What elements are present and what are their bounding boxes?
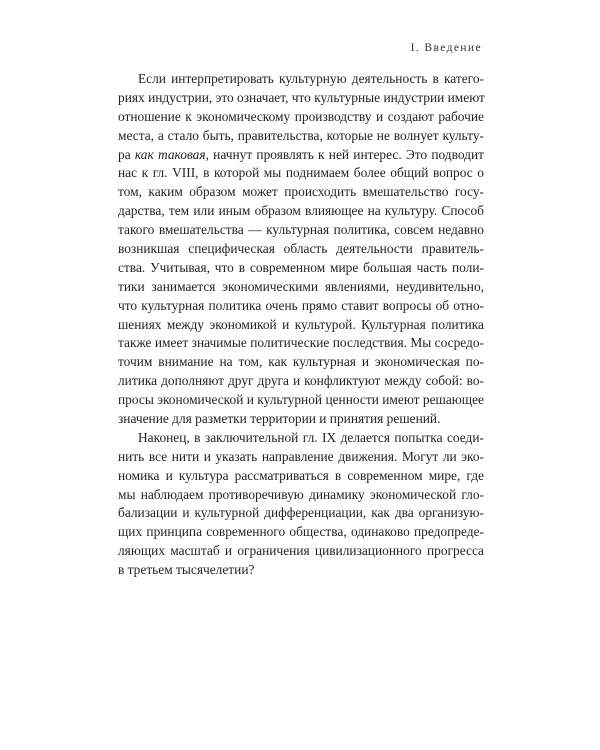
text-line: ства. Учитывая, что в современном мире большая часть поли- — [118, 259, 484, 275]
running-head: I. Введение — [410, 42, 482, 54]
text-line: возникшая специфическая область деятельности правитель- — [118, 241, 484, 257]
text-line: дарства, тем или иным образом влияющее на культуру. Способ — [118, 203, 484, 219]
text-line: Если интерпретировать культурную деятельность в катего- — [138, 71, 484, 86]
text-line: номика и культура рассматриваться в современном мире, где — [118, 467, 484, 483]
text-line: нить все нити и указать направление движения. Могут ли эко- — [118, 448, 484, 464]
text-line: отношение к экономическому производству и создают рабочие — [118, 108, 484, 124]
text-line: точим внимание на том, как культурная и экономическая по- — [118, 354, 484, 370]
text-line: просы экономической и культурной ценности имеют решающее — [118, 392, 484, 408]
text-line: Наконец, в заключительной гл. IX делается попытка соеди- — [138, 429, 484, 445]
text-line — [118, 146, 484, 165]
text-line: щих принципа современного общества, одинаково предопреде- — [118, 524, 484, 540]
text-line: такого вмешательства — культурная политика, совсем недавно — [118, 222, 484, 238]
body-text — [118, 70, 484, 580]
text-line: что культурная политика очень прямо ставит вопросы об отно- — [118, 297, 484, 313]
text-line: также имеет значимые политические последствия. Мы сосредо- — [118, 335, 484, 351]
text-line: места, а стало быть, правительства, которые не волнует культу- — [118, 127, 484, 143]
text-run: , начнут проявлять к ней интерес. Это подводит — [205, 146, 484, 162]
text-line: значение для разметки территории и принятия решений. — [118, 411, 441, 427]
paragraph-2 — [118, 429, 484, 580]
text-line: том, каким образом может происходить вмешательство госу- — [118, 184, 484, 200]
text-line: ляющих масштаб и ограничения цивилизационного прогресса — [118, 543, 484, 559]
text-line: мы наблюдаем противоречивую динамику экономической гло- — [118, 486, 484, 502]
text-line: литика дополняют друг друга и конфликтуют между собой: во- — [118, 373, 484, 389]
text-line: шениях между экономикой и культурой. Культурная политика — [118, 316, 484, 332]
text-line: бализации и культурной дифференциации, как два организую- — [118, 505, 484, 521]
text-line: тики занимается экономическими явлениями, неудивительно, — [118, 278, 484, 294]
paragraph-1 — [118, 70, 484, 429]
text-line: нас к гл. VIII, в которой мы поднимаем более общий вопрос о — [118, 165, 484, 181]
text-line: в третьем тысячелетии? — [118, 562, 255, 578]
text-run: ра — [118, 146, 135, 162]
italic-term: как таковая — [134, 146, 206, 162]
text-line: риях индустрии, это означает, что культурные индустрии имеют — [118, 89, 485, 105]
